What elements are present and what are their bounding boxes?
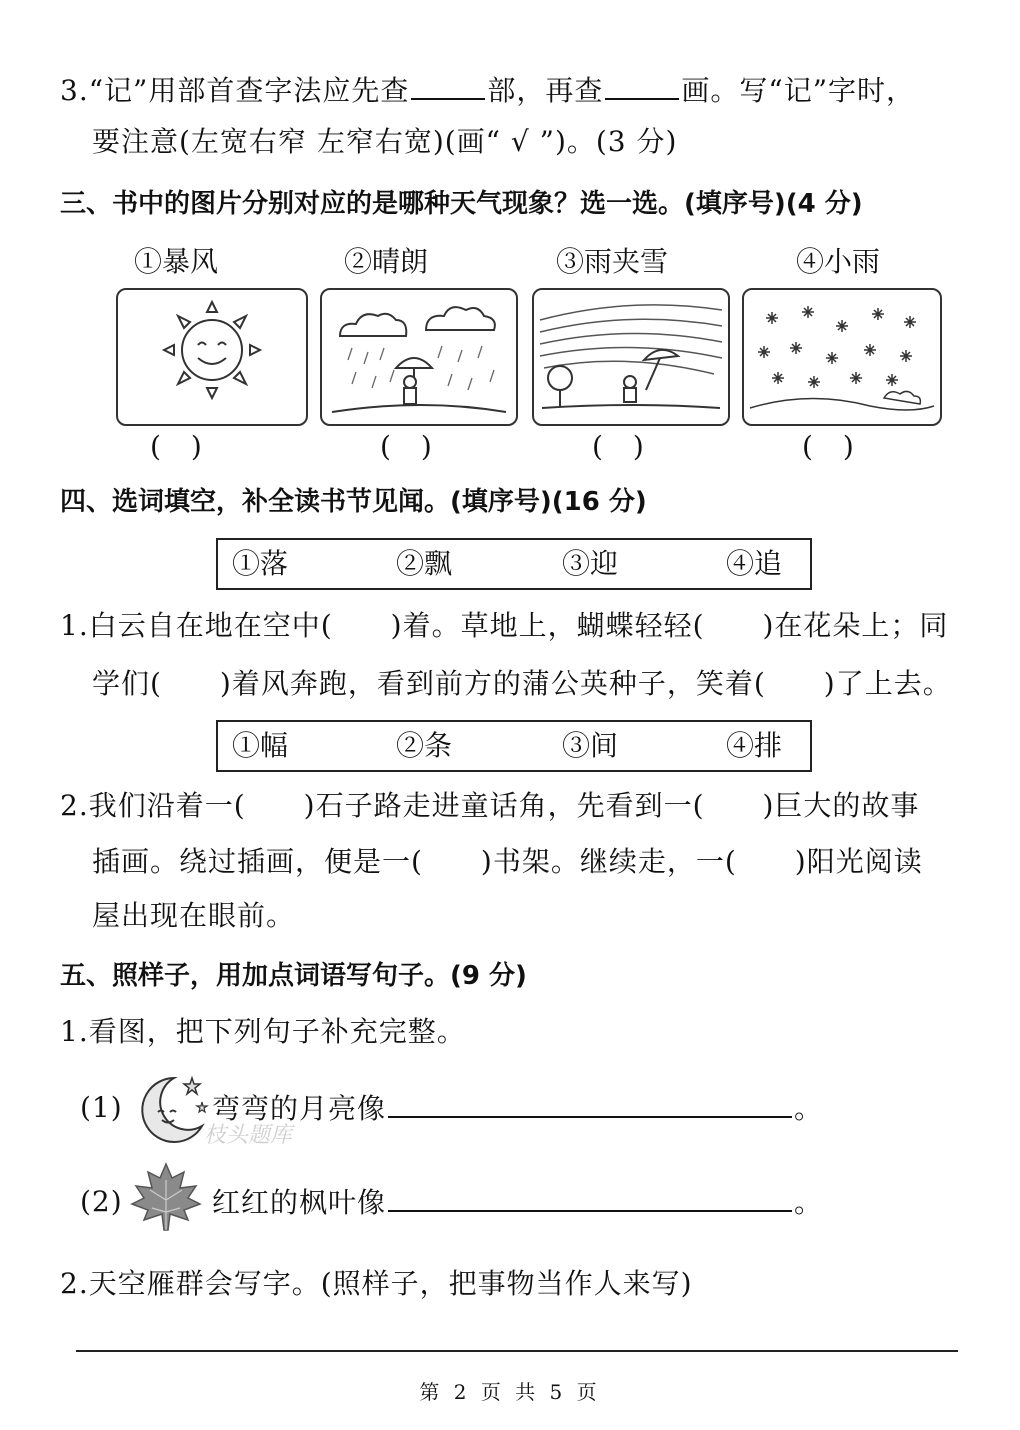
q4-2-line3: 屋出现在眼前。 <box>92 899 296 932</box>
q3-text-a: 3.“记”用部首查字法应先查 <box>60 74 410 107</box>
weather-label-2: ②晴朗 <box>344 245 429 278</box>
weather-label-4: ④小雨 <box>796 245 881 278</box>
item1-number: (1) <box>80 1091 123 1124</box>
page-number: 第 2 页 共 5 页 <box>419 1380 601 1404</box>
weather-label-1: ①暴风 <box>134 245 219 278</box>
q3-line1 <box>60 72 915 109</box>
rain-umbrella-icon <box>322 290 516 424</box>
q3-line2: 要注意(左宽右窄 左窄右宽)(画“ √ ”)。(3 分) <box>92 125 678 158</box>
item1-end: 。 <box>794 1092 824 1125</box>
q4-1-line2: 学们( )着风奔跑，看到前方的蒲公英种子，笑着( )了上去。 <box>92 667 952 700</box>
weather-label-3: ③雨夹雪 <box>556 245 669 278</box>
item1-answer-blank[interactable] <box>388 1090 792 1118</box>
maple-leaf-icon <box>126 1160 206 1236</box>
choice-2-2: ②条 <box>396 729 453 762</box>
choice-2-3: ③间 <box>562 729 619 762</box>
answer-paren-4[interactable]: () <box>802 430 884 463</box>
answer-paren-2[interactable]: () <box>380 430 462 463</box>
q4-2-line1: 2.我们沿着一( )石子路走进童话角，先看到一( )巨大的故事 <box>60 789 920 822</box>
wind-umbrella-icon <box>534 290 728 424</box>
choice-2-1: ①幅 <box>232 729 289 762</box>
q3-blank-strokes[interactable] <box>605 72 679 100</box>
item2-text: 红红的枫叶像 <box>212 1186 387 1219</box>
answer-paren-1[interactable]: () <box>150 430 232 463</box>
section3-heading: 三、书中的图片分别对应的是哪种天气现象？选一选。(填序号)(4 分) <box>60 189 863 219</box>
item2-number: (2) <box>80 1185 123 1218</box>
section4-heading: 四、选词填空，补全读书节见闻。(填序号)(16 分) <box>60 487 647 517</box>
item1-text: 弯弯的月亮像 <box>212 1092 387 1125</box>
q3-text-b: 部，再查 <box>487 74 604 107</box>
word-choice-box-1 <box>216 538 812 590</box>
choice-1-1: ①落 <box>232 547 289 580</box>
sun-icon <box>118 290 306 424</box>
choice-1-4: ④追 <box>726 547 783 580</box>
snowflakes-icon <box>744 290 940 424</box>
footer-divider <box>76 1350 958 1352</box>
picture-sun <box>116 288 308 426</box>
q4-2-line2: 插画。绕过插画，便是一( )书架。继续走，一( )阳光阅读 <box>92 845 923 878</box>
choice-1-3: ③迎 <box>562 547 619 580</box>
choice-1-2: ②飘 <box>396 547 453 580</box>
q5-1-instruction: 1.看图，把下列句子补充完整。 <box>60 1015 466 1048</box>
picture-rain <box>320 288 518 426</box>
answer-paren-3[interactable]: () <box>592 430 674 463</box>
q5-2-instruction: 2.天空雁群会写字。(照样子，把事物当作人来写) <box>60 1267 693 1300</box>
item2-sentence <box>212 1184 823 1221</box>
q3-blank-radical[interactable] <box>411 72 485 100</box>
picture-snow <box>742 288 942 426</box>
item2-end: 。 <box>794 1186 824 1219</box>
picture-wind <box>532 288 730 426</box>
item1-sentence <box>212 1090 823 1127</box>
watermark-text: 枝头题库 <box>204 1123 293 1148</box>
choice-2-4: ④排 <box>726 729 783 762</box>
q4-1-line1: 1.白云自在地在空中( )着。草地上，蝴蝶轻轻( )在花朵上；同 <box>60 609 949 642</box>
moon-icon <box>130 1072 210 1144</box>
q3-text-c: 画。写“记”字时， <box>681 74 916 107</box>
word-choice-box-2 <box>216 720 812 772</box>
item2-answer-blank[interactable] <box>388 1184 792 1212</box>
section5-heading: 五、照样子，用加点词语写句子。(9 分) <box>60 961 527 991</box>
